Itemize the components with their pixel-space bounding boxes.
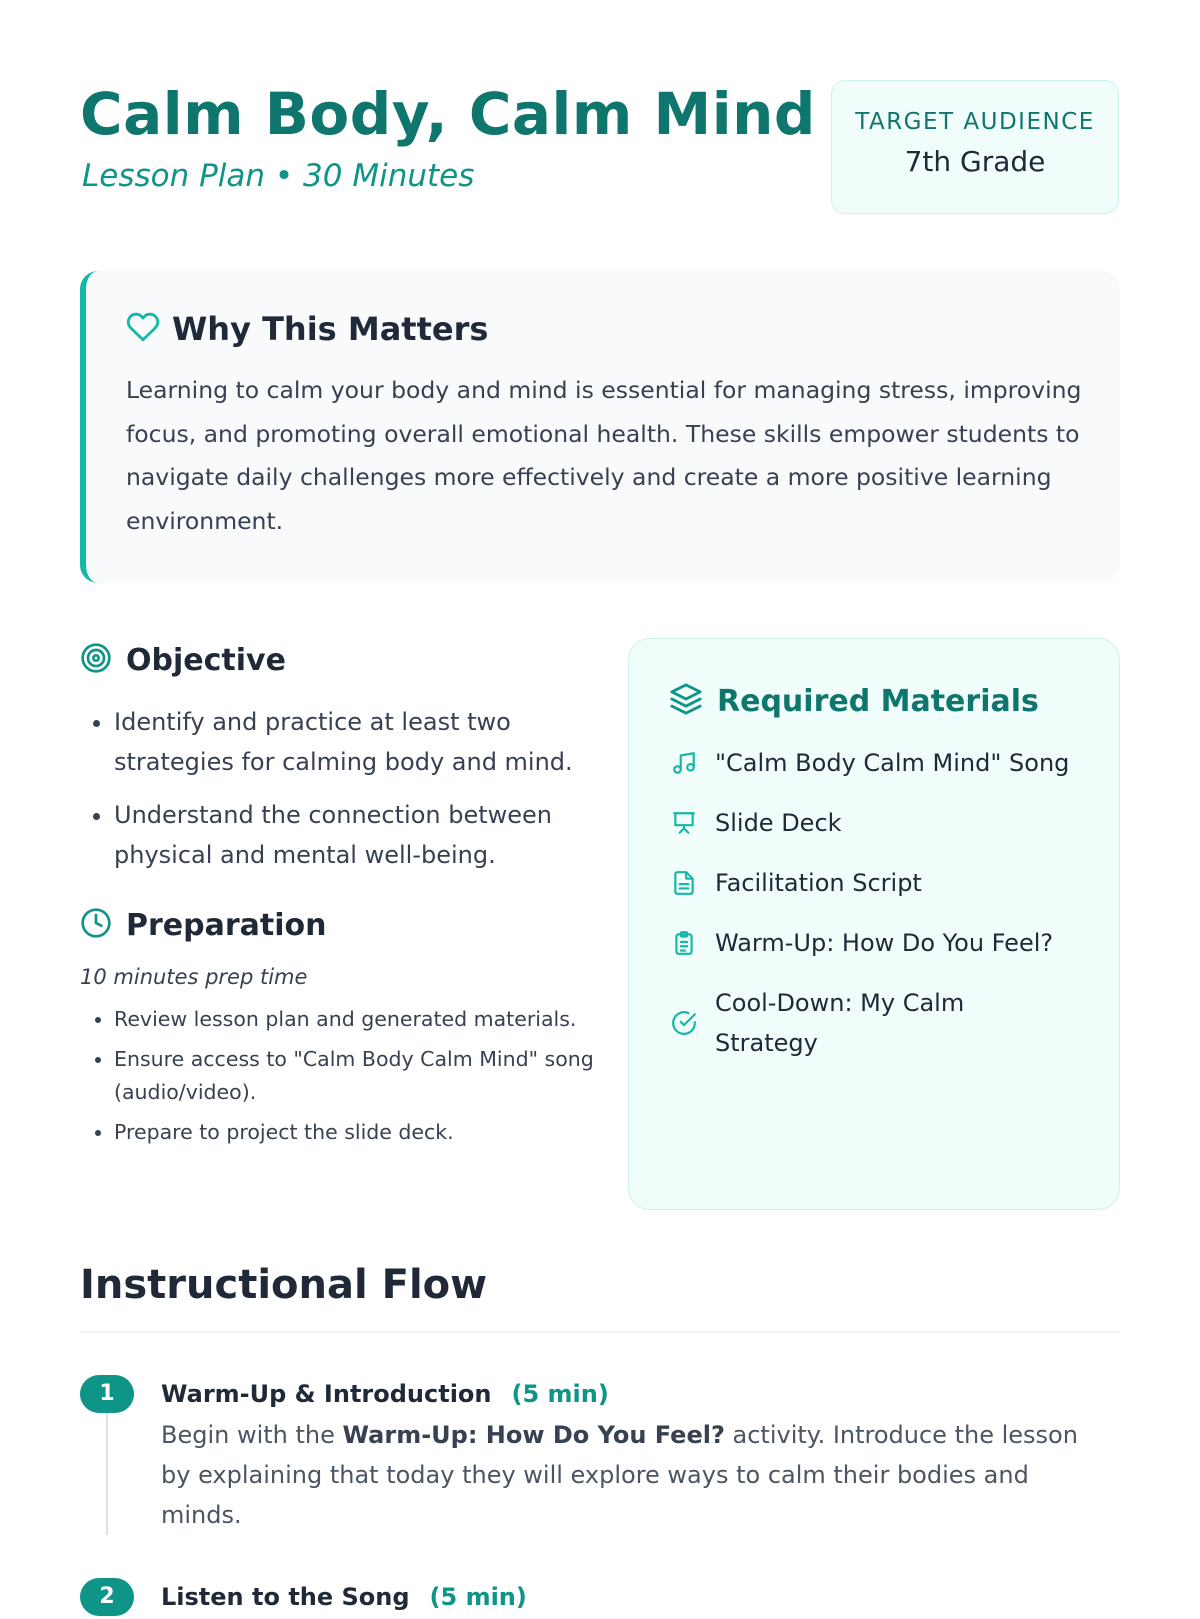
target-icon (80, 642, 112, 678)
material-item (669, 983, 1079, 1063)
required-materials-card (628, 638, 1120, 1210)
step-duration: (5 min) (429, 1583, 527, 1611)
why-this-matters-title: Why This Matters (172, 310, 489, 348)
flow-step (80, 1578, 1120, 1611)
objective-preparation-column (80, 640, 600, 1156)
check-circle-icon (669, 1003, 699, 1043)
step-name: Listen to the Song (161, 1583, 410, 1611)
why-this-matters-card (80, 271, 1120, 583)
clipboard-icon (669, 923, 699, 963)
step-text-bold: Warm-Up: How Do You Feel? (342, 1421, 725, 1449)
required-materials-title: Required Materials (717, 683, 1039, 719)
step-name: Warm-Up & Introduction (161, 1380, 492, 1408)
material-label: Cool-Down: My Calm Strategy (715, 989, 965, 1057)
step-description (161, 1415, 1111, 1535)
heart-icon (126, 310, 160, 348)
material-item (669, 743, 1079, 783)
step-text: activity. Introduce the lesson by explaining that today they will explore ways to calm their bodies and minds. (161, 1421, 1078, 1529)
material-item (669, 923, 1079, 963)
timeline-line (106, 1413, 108, 1535)
step-heading (161, 1375, 609, 1413)
preparation-list (80, 1003, 600, 1149)
document-icon (669, 863, 699, 903)
material-item (669, 863, 1079, 903)
objective-title: Objective (126, 642, 286, 678)
clock-icon (80, 907, 112, 943)
material-label: Warm-Up: How Do You Feel? (715, 929, 1054, 957)
list-item: • Review lesson plan and generated materials. (114, 1003, 600, 1036)
step-number: 1 (80, 1375, 134, 1413)
preparation-heading (80, 905, 600, 945)
layers-icon (669, 682, 703, 720)
page-title: Calm Body, Calm Mind (80, 80, 816, 148)
instructional-flow-title: Instructional Flow (80, 1262, 488, 1308)
divider (80, 1331, 1120, 1333)
music-note-icon (669, 743, 699, 783)
step-text: Begin with the (161, 1421, 343, 1449)
objective-list (80, 702, 600, 875)
target-audience-card (831, 80, 1119, 214)
step-duration: (5 min) (511, 1380, 609, 1408)
target-audience-value: 7th Grade (904, 145, 1046, 178)
material-label: Facilitation Script (715, 869, 922, 897)
material-label: "Calm Body Calm Mind" Song (715, 749, 1070, 777)
presentation-icon (669, 803, 699, 843)
list-item: • Understand the connection between physical and mental well-being. (114, 795, 600, 875)
flow-step (80, 1375, 1120, 1545)
page-subtitle: Lesson Plan • 30 Minutes (82, 158, 475, 194)
material-label: Slide Deck (715, 809, 842, 837)
prep-time: 10 minutes prep time (80, 965, 308, 989)
preparation-title: Preparation (126, 907, 327, 943)
step-heading (161, 1578, 527, 1616)
header (80, 80, 1120, 220)
step-number: 2 (80, 1578, 134, 1616)
list-item: • Ensure access to "Calm Body Calm Mind" song (audio/video). (114, 1043, 600, 1109)
list-item: • Prepare to project the slide deck. (114, 1116, 600, 1149)
target-audience-label: TARGET AUDIENCE (855, 109, 1095, 135)
list-item: • Identify and practice at least two strategies for calming body and mind. (114, 702, 600, 782)
material-item (669, 803, 1079, 843)
why-this-matters-body: Learning to calm your body and mind is essential for managing stress, improving focus, and promoting overall emotional health. These skills empower students to navigate daily challenges more effectively and create a more positive learning environment. (126, 376, 1082, 535)
objective-heading (80, 640, 600, 680)
